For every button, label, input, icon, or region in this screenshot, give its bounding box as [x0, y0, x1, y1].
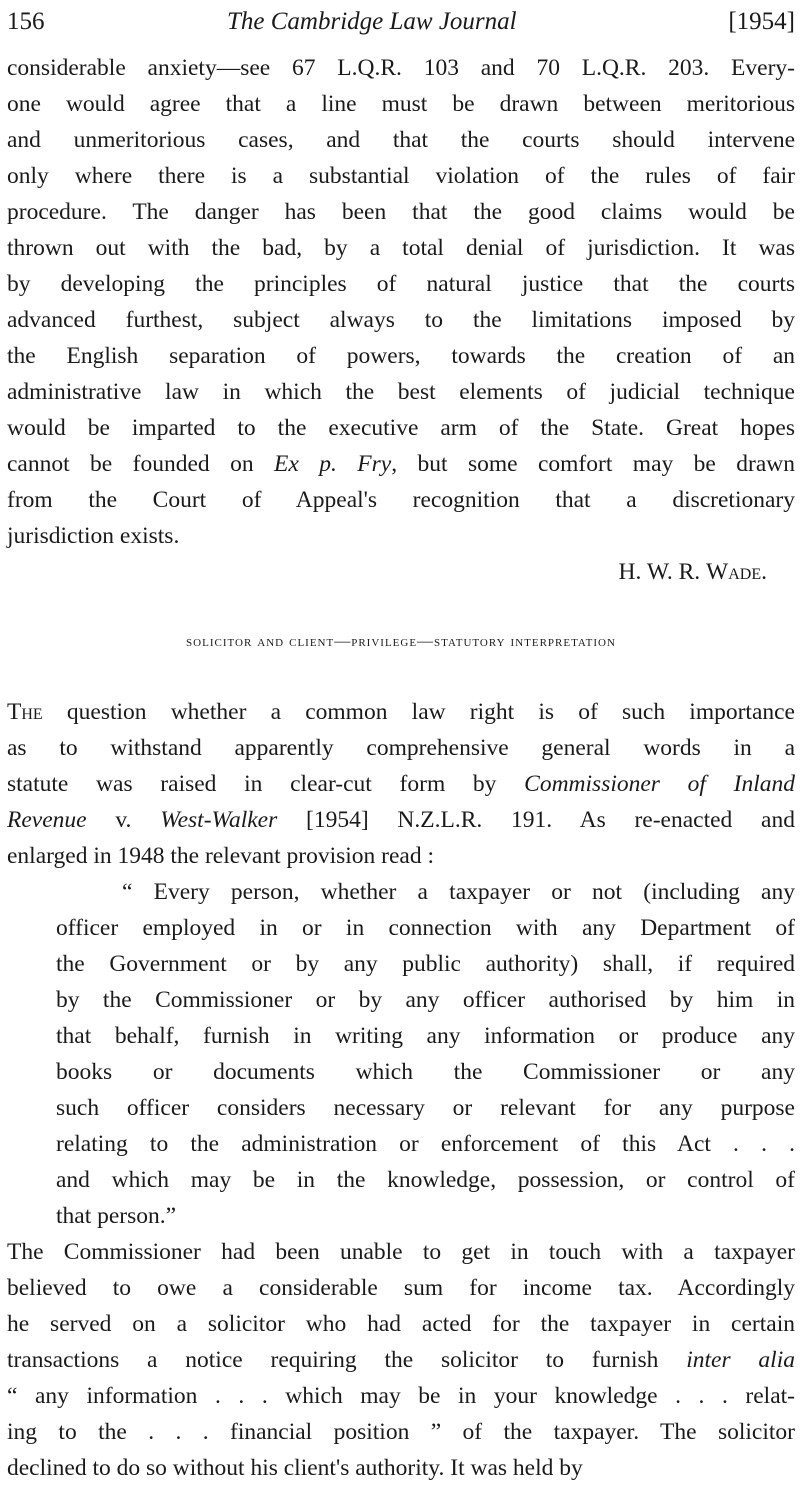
volume-year: [1954] [728, 8, 795, 35]
quoted-statute-line [56, 982, 795, 1018]
paragraph-line [7, 694, 795, 730]
paragraph-line [7, 122, 795, 158]
paragraph-line [7, 1234, 795, 1270]
italic-text: inter alia [686, 1347, 795, 1373]
paragraph-line [7, 410, 795, 446]
quoted-statute-line [56, 1198, 795, 1234]
quoted-statute-line [56, 1018, 795, 1054]
italic-text: Ex p. Fry [274, 451, 392, 477]
text-run: cannot be founded on [7, 451, 275, 477]
text-run: solicitor and client—privilege—statutory interpretation [186, 633, 616, 650]
quoted-statute-line [122, 874, 795, 910]
paragraph-line [7, 338, 795, 374]
text-run: he served on a solicitor who had acted for the taxpayer in certain [7, 1311, 795, 1337]
text-run: procedure. The danger has been that the good claims would be [7, 199, 795, 225]
text-run: by the Commissioner or by any officer authorised by him in [56, 987, 795, 1013]
paragraph-line [7, 1378, 795, 1414]
text-run: declined to do so without his client's authority. It was held by [7, 1455, 583, 1481]
text-run: , but some comfort may be drawn [391, 451, 795, 477]
text-run: and which may be in the knowledge, possession, or control of [56, 1167, 795, 1193]
author-signature [7, 554, 767, 590]
paragraph-line [7, 374, 795, 410]
paragraph-line [7, 1414, 795, 1450]
paragraph-line [7, 446, 795, 482]
text-run: considerable anxiety—see 67 L.Q.R. 103 and 70 L.Q.R. 203. Every- [7, 55, 795, 81]
text-run: relating to the administration or enforcement of this Act . . . [56, 1131, 795, 1157]
paragraph-line [7, 482, 795, 518]
text-run: as to withstand apparently comprehensive general words in a [7, 735, 795, 761]
quoted-statute-line [56, 910, 795, 946]
running-header [7, 8, 795, 44]
text-run: the English separation of powers, towards the creation of an [7, 343, 795, 369]
text-run: officer employed in or in connection with any Department of [56, 915, 795, 941]
paragraph-line [7, 766, 795, 802]
text-run: v. [86, 807, 161, 833]
text-run: “ any information . . . which may be in your knowledge . . . relat- [7, 1383, 795, 1409]
paragraph-line [7, 50, 795, 86]
paragraph-line [7, 838, 795, 874]
text-run: books or documents which the Commissioner or any [56, 1059, 795, 1085]
italic-text: Revenue [7, 807, 87, 833]
text-run: [1954] N.Z.L.R. 191. As re-enacted and [277, 807, 795, 833]
paragraph-line [7, 86, 795, 122]
text-run: that behalf, furnish in writing any information or produce any [56, 1023, 795, 1049]
text-run: advanced furthest, subject always to the limitations imposed by [7, 307, 795, 333]
text-run: and unmeritorious cases, and that the courts should intervene [7, 127, 795, 153]
text-run: administrative law in which the best elements of judicial technique [7, 379, 795, 405]
text-run: jurisdiction exists. [7, 523, 180, 549]
paragraph-line [7, 1450, 795, 1486]
text-run: Wade. [706, 559, 767, 585]
paragraph-line [7, 266, 795, 302]
paragraph-line [7, 1270, 795, 1306]
paragraph-line [7, 1342, 795, 1378]
quoted-statute-line [56, 946, 795, 982]
text-run: such officer considers necessary or relevant for any purpose [56, 1095, 795, 1121]
text-run: transactions a notice requiring the solicitor to furnish [7, 1347, 687, 1373]
text-run: “ Every person, whether a taxpayer or not (including any [122, 879, 795, 905]
text-run: The [7, 699, 43, 725]
text-run: believed to owe a considerable sum for income tax. Accordingly [7, 1275, 795, 1301]
text-run: one would agree that a line must be drawn between meritorious [7, 91, 795, 117]
italic-text: Commissioner of Inland [524, 771, 796, 797]
quoted-statute-line [56, 1054, 795, 1090]
paragraph-line [7, 158, 795, 194]
italic-text: West-Walker [160, 807, 278, 833]
paragraph-line [7, 1306, 795, 1342]
paragraph-line [7, 802, 795, 838]
quoted-statute-line [56, 1126, 795, 1162]
paragraph-line [7, 230, 795, 266]
text-run: statute was raised in clear-cut form by [7, 771, 525, 797]
paragraph-line [7, 518, 795, 554]
section-heading [7, 624, 795, 660]
text-run: The Commissioner had been unable to get in touch with a taxpayer [7, 1239, 795, 1265]
text-run: would be imparted to the executive arm of the State. Great hopes [7, 415, 795, 441]
text-run: only where there is a substantial violation of the rules of fair [7, 163, 795, 189]
journal-title: The Cambridge Law Journal [227, 8, 517, 35]
page-number: 156 [7, 8, 45, 35]
paragraph-line [7, 730, 795, 766]
paragraph-line [7, 194, 795, 230]
text-run: the Government or by any public authority) shall, if required [56, 951, 795, 977]
quoted-statute-line [56, 1090, 795, 1126]
text-run: H. W. R. [618, 559, 707, 585]
quoted-statute-line [56, 1162, 795, 1198]
text-run: by developing the principles of natural justice that the courts [7, 271, 795, 297]
text-run: from the Court of Appeal's recognition that a discretionary [7, 487, 795, 513]
text-run: thrown out with the bad, by a total denial of jurisdiction. It was [7, 235, 795, 261]
text-run: that person.” [56, 1203, 177, 1229]
text-run: ing to the . . . financial position ” of the taxpayer. The solicitor [7, 1419, 795, 1445]
text-run: enlarged in 1948 the relevant provision read : [7, 843, 435, 869]
text-run: question whether a common law right is of such importance [42, 699, 795, 725]
paragraph-line [7, 302, 795, 338]
